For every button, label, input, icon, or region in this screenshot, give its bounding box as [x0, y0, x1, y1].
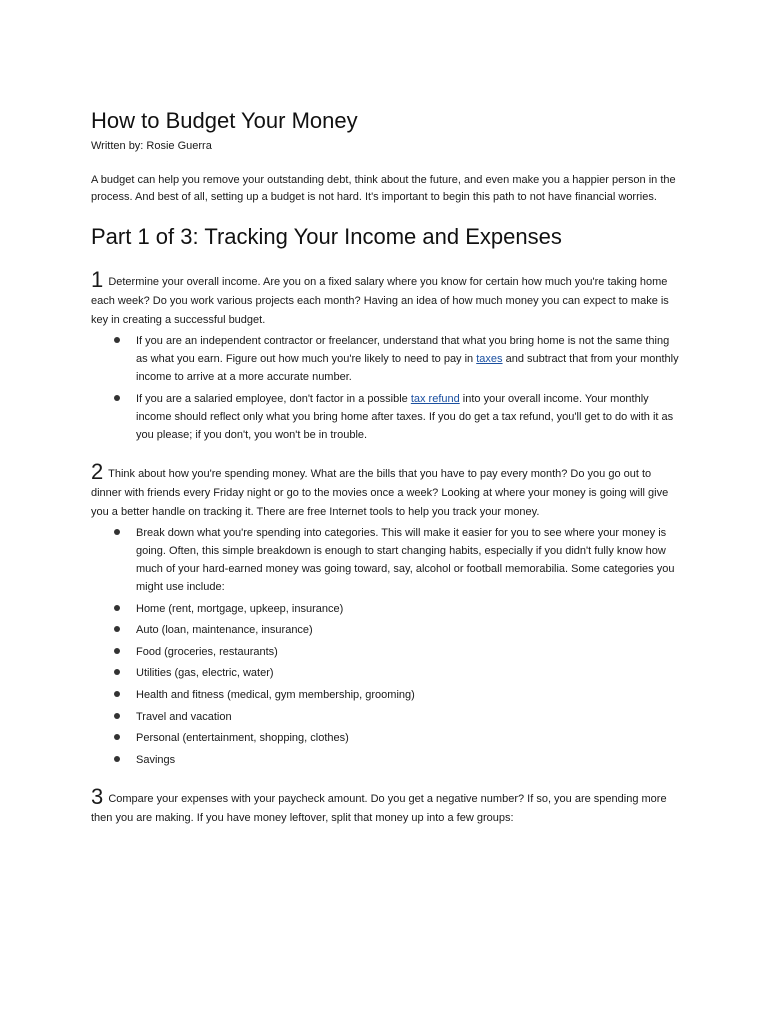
category-text: Auto (loan, maintenance, insurance) — [136, 624, 313, 637]
bullet-text: and subtract that from your monthly income to arrive at a more accurate number. — [136, 353, 679, 383]
tax-refund-link[interactable]: tax refund — [410, 393, 460, 405]
bullet-text: Break down what you're spending into categories. This will make it easier for you to see where your money is going. Often, this simple breakdown is enough to start changing habits, especially if you didn't fully know how much of your hard-earned money was going toward, say, alcohol or football memorabilia. Some categories you might use include: — [136, 527, 675, 593]
bullet-icon — [114, 626, 120, 632]
category-text: Savings — [136, 753, 176, 766]
list-item — [136, 390, 681, 444]
article-title: How to Budget Your Money — [91, 108, 358, 133]
part1-heading: Part 1 of 3: Tracking Your Income and Expenses — [91, 224, 562, 249]
step1-bullet-list — [91, 332, 681, 444]
list-item — [136, 751, 681, 769]
category-text: Home (rent, mortgage, upkeep, insurance) — [136, 602, 344, 615]
list-item — [136, 524, 681, 596]
bullet-icon — [114, 648, 120, 654]
step1-paragraph — [91, 267, 681, 330]
step2-number: 2 — [91, 459, 104, 484]
bullet-icon — [114, 713, 120, 719]
taxes-link[interactable]: taxes — [476, 353, 503, 365]
step2-paragraph — [91, 459, 681, 522]
list-item — [136, 643, 681, 661]
article-byline: Written by: Rosie Guerra — [91, 140, 212, 152]
category-text: Health and fitness (medical, gym membership, grooming) — [136, 688, 415, 701]
step1-text: Determine your overall income. Are you on a fixed salary where you know for certain how much you're taking home each week? Do you work various projects each month? Having an idea of how much money you can expect to make is key in creating a successful budget. — [91, 276, 669, 326]
step3-text: Compare your expenses with your paycheck amount. Do you get a negative number? If so, you are spending more then you are making. If you have money leftover, split that money up into a few groups: — [91, 792, 667, 824]
bullet-icon — [114, 669, 120, 675]
bullet-icon — [114, 734, 120, 740]
bullet-icon — [114, 756, 120, 762]
list-item — [136, 664, 681, 682]
bullet-text: If you are a salaried employee, don't factor in a possible — [136, 393, 411, 405]
bullet-icon — [114, 529, 120, 535]
bullet-text: If you are an independent contractor or freelancer, understand that what you bring home is not the same thing as what you earn. Figure out how much you're likely to need to pay in — [136, 335, 670, 365]
list-item — [136, 332, 681, 386]
bullet-icon — [114, 605, 120, 611]
step3-paragraph — [91, 783, 681, 828]
step1-number: 1 — [91, 267, 104, 292]
bullet-icon — [114, 691, 120, 697]
list-item — [136, 686, 681, 704]
bullet-icon — [114, 395, 120, 401]
list-item — [136, 729, 681, 747]
list-item — [136, 621, 681, 639]
step2-text: Think about how you're spending money. What are the bills that you have to pay every month? Do you go out to dinner with friends every Friday night or go to the movies once a week? Looking at where your money is going will give you a better handle on tracking it. There are free Internet tools to help you track your money. — [91, 468, 669, 518]
document-page — [91, 106, 681, 828]
list-item — [136, 600, 681, 618]
bullet-text: into your overall income. Your monthly income should reflect only what you bring home after taxes. If you do get a tax refund, you'll get to do with it as you please; if you don't, you won't be in trouble. — [136, 393, 674, 441]
category-text: Travel and vacation — [136, 710, 232, 723]
category-text: Food (groceries, restaurants) — [136, 645, 278, 658]
step2-bullet-list — [91, 524, 681, 769]
list-item — [136, 708, 681, 726]
step3-number: 3 — [91, 783, 104, 809]
category-text: Utilities (gas, electric, water) — [136, 667, 274, 680]
category-text: Personal (entertainment, shopping, clothes) — [136, 732, 349, 745]
bullet-icon — [114, 337, 120, 343]
article-intro: A budget can help you remove your outstanding debt, think about the future, and even make you a happier person in the process. And best of all, setting up a budget is not hard. It's important to begin this path to not have financial worries. — [91, 174, 676, 203]
